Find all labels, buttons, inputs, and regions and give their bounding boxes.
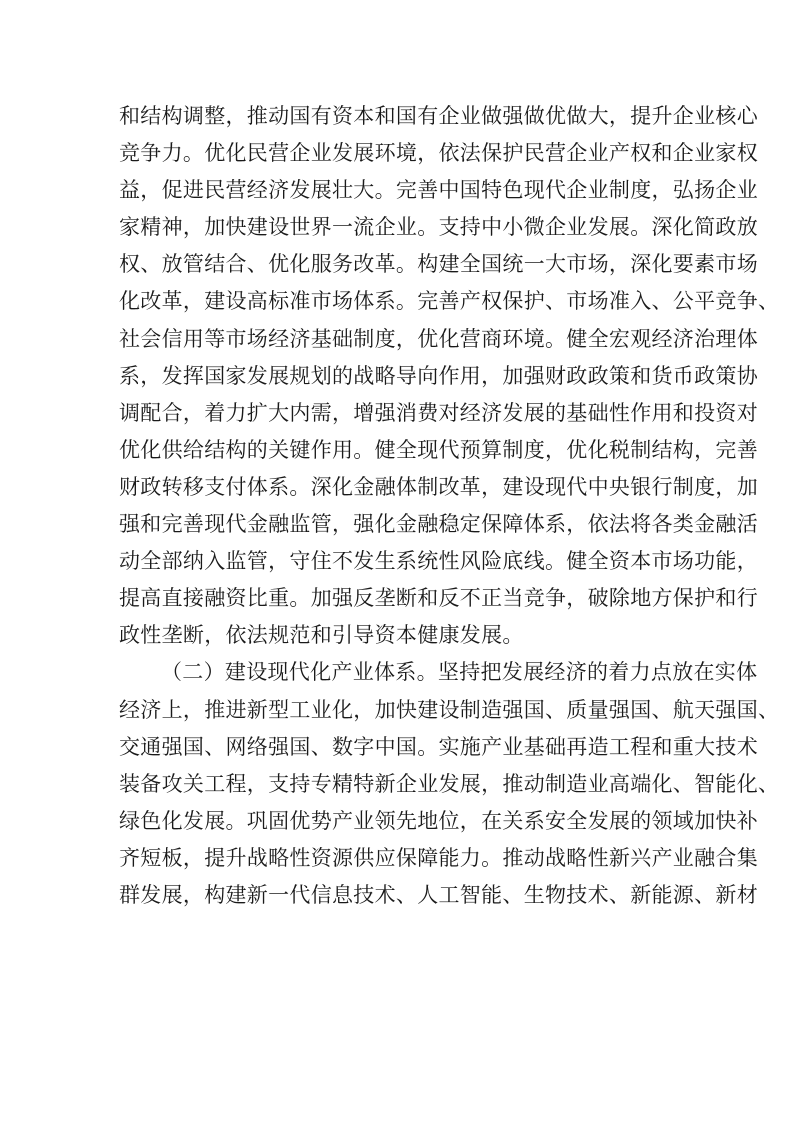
- text-line: 权、放管结合、优化服务改革。构建全国统一大市场，深化要素市场: [119, 252, 758, 277]
- text-line: 优化供给结构的关键作用。健全现代预算制度，优化税制结构，完善: [119, 437, 758, 462]
- text-line: 强和完善现代金融监管，强化金融稳定保障体系，依法将各类金融活: [119, 512, 758, 537]
- text-line: 经济上，推进新型工业化，加快建设制造强国、质量强国、航天强国、: [119, 697, 780, 722]
- text-line: 益，促进民营经济发展壮大。完善中国特色现代企业制度，弘扬企业: [119, 178, 758, 203]
- section-heading-line: （二）建设现代化产业体系。坚持把发展经济的着力点放在实体: [161, 660, 758, 685]
- text-line: 动全部纳入监管，守住不发生系统性风险底线。健全资本市场功能，: [119, 549, 758, 574]
- body-text: [119, 98, 780, 914]
- text-line: 化改革，建设高标准市场体系。完善产权保护、市场准入、公平竞争、: [119, 289, 780, 314]
- text-line: 装备攻关工程，支持专精特新企业发展，推动制造业高端化、智能化、: [119, 771, 780, 796]
- text-line: 齐短板，提升战略性资源供应保障能力。推动战略性新兴产业融合集: [119, 845, 758, 870]
- text-line: 竞争力。优化民营企业发展环境，依法保护民营企业产权和企业家权: [119, 141, 758, 166]
- text-line: 群发展，构建新一代信息技术、人工智能、生物技术、新能源、新材: [119, 882, 758, 907]
- text-line: 绿色化发展。巩固优势产业领先地位，在关系安全发展的领域加快补: [119, 808, 758, 833]
- text-line: 财政转移支付体系。深化金融体制改革，建设现代中央银行制度，加: [119, 474, 758, 499]
- text-line: 调配合，着力扩大内需，增强消费对经济发展的基础性作用和投资对: [119, 400, 758, 425]
- text-line: 交通强国、网络强国、数字中国。实施产业基础再造工程和重大技术: [119, 734, 758, 759]
- text-line: 和结构调整，推动国有资本和国有企业做强做优做大，提升企业核心: [119, 104, 758, 128]
- text-line: 政性垄断，依法规范和引导资本健康发展。: [119, 623, 524, 648]
- text-line: 系，发挥国家发展规划的战略导向作用，加强财政政策和货币政策协: [119, 363, 758, 388]
- text-line: 社会信用等市场经济基础制度，优化营商环境。健全宏观经济治理体: [119, 326, 758, 351]
- text-line: 家精神，加快建设世界一流企业。支持中小微企业发展。深化简政放: [119, 215, 758, 240]
- text-line: 提高直接融资比重。加强反垄断和反不正当竞争，破除地方保护和行: [119, 586, 758, 611]
